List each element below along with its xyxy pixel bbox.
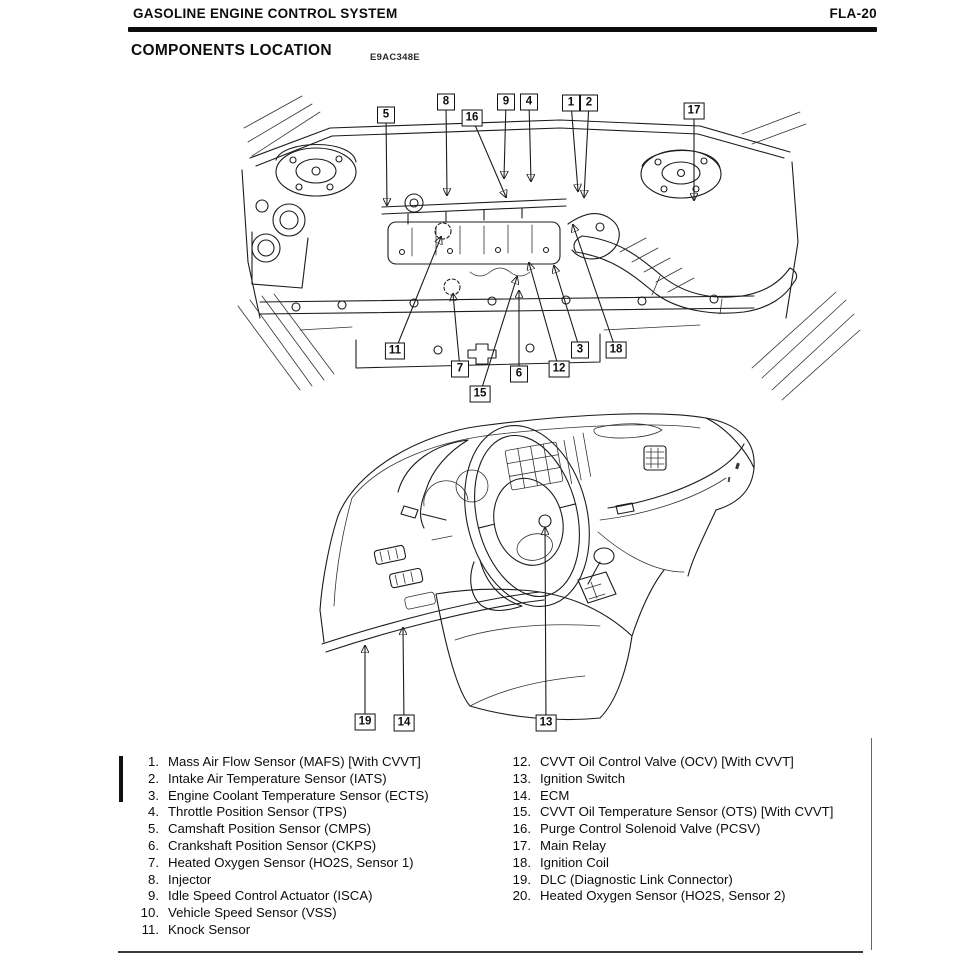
legend-item xyxy=(505,771,875,788)
leader-line-18 xyxy=(573,225,616,350)
legend-item-number: 9. xyxy=(148,888,159,904)
legend-item-number: 2. xyxy=(148,770,159,786)
legend-item-number: 12. xyxy=(512,754,531,769)
legend-item-number: 17. xyxy=(512,837,531,853)
leader-line-2 xyxy=(584,103,589,197)
legend-item-label: Knock Sensor xyxy=(168,921,251,937)
scan-mark xyxy=(119,756,123,802)
steering-wheel xyxy=(447,412,608,620)
callout-15: 15 xyxy=(470,386,491,403)
legend-column-left xyxy=(133,754,493,939)
legend-item-number: 16. xyxy=(512,821,531,837)
legend-item-label: Heated Oxygen Sensor (HO2S, Sensor 1) xyxy=(168,854,414,870)
legend-item xyxy=(133,754,493,771)
left-strut-tower xyxy=(276,145,356,197)
callout-leader-lines xyxy=(365,102,694,723)
center-stack xyxy=(504,433,591,494)
legend-item-number: 11. xyxy=(141,921,159,937)
ignition-switch-marker xyxy=(539,515,551,527)
legend-item-number: 19. xyxy=(512,871,531,887)
callout-6: 6 xyxy=(510,366,528,383)
valve-cover xyxy=(388,222,560,264)
legend-item xyxy=(133,905,493,922)
legend-item-number: 10. xyxy=(140,905,159,921)
callout-11: 11 xyxy=(385,343,405,360)
legend-item-number: 3. xyxy=(148,787,159,803)
ho2s-marker xyxy=(444,279,460,295)
leader-line-13 xyxy=(545,528,546,723)
legend-item xyxy=(505,855,875,872)
legend-item-label: DLC (Diagnostic Link Connector) xyxy=(540,871,733,887)
legend-item xyxy=(505,788,875,805)
dashboard-illustration xyxy=(320,412,754,719)
callout-17: 17 xyxy=(684,103,705,120)
legend-item xyxy=(133,804,493,821)
legend-item-label: Ignition Switch xyxy=(540,770,626,786)
legend-item-label: CVVT Oil Control Valve (OCV) [With CVVT] xyxy=(540,754,794,769)
leader-line-8 xyxy=(446,102,447,195)
callout-12: 12 xyxy=(549,361,570,378)
legend-item-label: ECM xyxy=(540,787,570,803)
legend-item xyxy=(505,821,875,838)
callout-8: 8 xyxy=(437,94,455,111)
left-vents xyxy=(374,541,436,614)
callout-5: 5 xyxy=(377,107,395,124)
legend-item-label: Engine Coolant Temperature Sensor (ECTS) xyxy=(168,787,429,803)
callout-14: 14 xyxy=(394,715,415,732)
lower-console xyxy=(436,570,664,720)
leader-line-7 xyxy=(453,294,460,369)
header-title: GASOLINE ENGINE CONTROL SYSTEM xyxy=(133,6,398,21)
callout-7: 7 xyxy=(451,361,469,378)
legend-item xyxy=(505,804,875,821)
legend-item xyxy=(133,788,493,805)
legend-column-right xyxy=(505,754,875,905)
legend-item xyxy=(133,821,493,838)
legend-item xyxy=(505,838,875,855)
right-vent xyxy=(644,446,666,470)
legend-item-label: Intake Air Temperature Sensor (IATS) xyxy=(168,770,387,786)
legend-item-number: 5. xyxy=(148,821,159,837)
legend-item-number: 20. xyxy=(512,888,531,904)
legend-item xyxy=(505,872,875,889)
legend-item xyxy=(505,754,875,771)
legend-item-label: Camshaft Position Sensor (CMPS) xyxy=(168,821,372,837)
legend-item-label: Purge Control Solenoid Valve (PCSV) xyxy=(540,821,761,837)
glovebox xyxy=(598,418,754,576)
legend-item-label: Idle Speed Control Actuator (ISCA) xyxy=(168,888,373,904)
section-title: COMPONENTS LOCATION xyxy=(131,42,332,59)
leader-line-9 xyxy=(504,102,506,178)
legend-item-number: 1. xyxy=(148,754,159,769)
page-bottom-rule xyxy=(118,951,863,953)
reservoir-bottles xyxy=(252,200,308,288)
air-intake-duct xyxy=(574,236,797,314)
legend-item-label: Vehicle Speed Sensor (VSS) xyxy=(168,905,337,921)
legend-item-label: Mass Air Flow Sensor (MAFS) [With CVVT] xyxy=(168,754,421,769)
legend-item-number: 8. xyxy=(148,871,159,887)
leader-line-14 xyxy=(403,628,404,723)
legend-item-label: Injector xyxy=(168,871,212,887)
leader-line-4 xyxy=(529,102,531,181)
legend-item xyxy=(133,872,493,889)
legend-item-label: Heated Oxygen Sensor (HO2S, Sensor 2) xyxy=(540,888,786,904)
leader-line-3 xyxy=(554,266,580,350)
callout-18: 18 xyxy=(606,342,627,359)
callout-1: 1 xyxy=(562,95,580,112)
callout-16: 16 xyxy=(462,110,483,127)
legend-item-label: Throttle Position Sensor (TPS) xyxy=(168,804,347,820)
legend-item-number: 14. xyxy=(512,787,531,803)
legend-item-label: Main Relay xyxy=(540,837,606,853)
legend-item xyxy=(133,922,493,939)
right-strut-tower xyxy=(641,150,721,198)
callout-4: 4 xyxy=(520,94,538,111)
callout-3: 3 xyxy=(571,342,589,359)
legend-item xyxy=(133,771,493,788)
legend-item xyxy=(505,888,875,905)
legend-item-label: CVVT Oil Temperature Sensor (OTS) [With CVVT] xyxy=(540,804,834,820)
legend-item-label: Crankshaft Position Sensor (CKPS) xyxy=(168,837,377,853)
legend-item xyxy=(133,838,493,855)
figure-code: E9AC348E xyxy=(370,52,420,63)
engine-bay-illustration xyxy=(238,96,860,400)
callout-13: 13 xyxy=(536,715,557,732)
legend-item xyxy=(133,888,493,905)
callout-9: 9 xyxy=(497,94,515,111)
knock-sensor-marker xyxy=(435,223,451,239)
leader-line-12 xyxy=(529,263,559,369)
callout-19: 19 xyxy=(355,714,376,731)
legend-item-number: 6. xyxy=(148,837,159,853)
leader-line-1 xyxy=(571,103,578,191)
page-number: FLA-20 xyxy=(829,6,877,21)
legend-item-number: 15. xyxy=(512,804,531,820)
fuel-rail xyxy=(382,194,566,224)
legend-item-number: 4. xyxy=(148,804,159,820)
gear-shifter xyxy=(578,548,616,603)
leader-line-5 xyxy=(386,115,387,205)
legend-item-number: 13. xyxy=(512,770,531,786)
legend-item-number: 18. xyxy=(512,854,531,870)
legend-item-number: 7. xyxy=(148,854,159,870)
legend-item-label: Ignition Coil xyxy=(540,854,609,870)
callout-2: 2 xyxy=(580,95,598,112)
page-right-edge-line xyxy=(871,738,872,950)
legend-item xyxy=(133,855,493,872)
